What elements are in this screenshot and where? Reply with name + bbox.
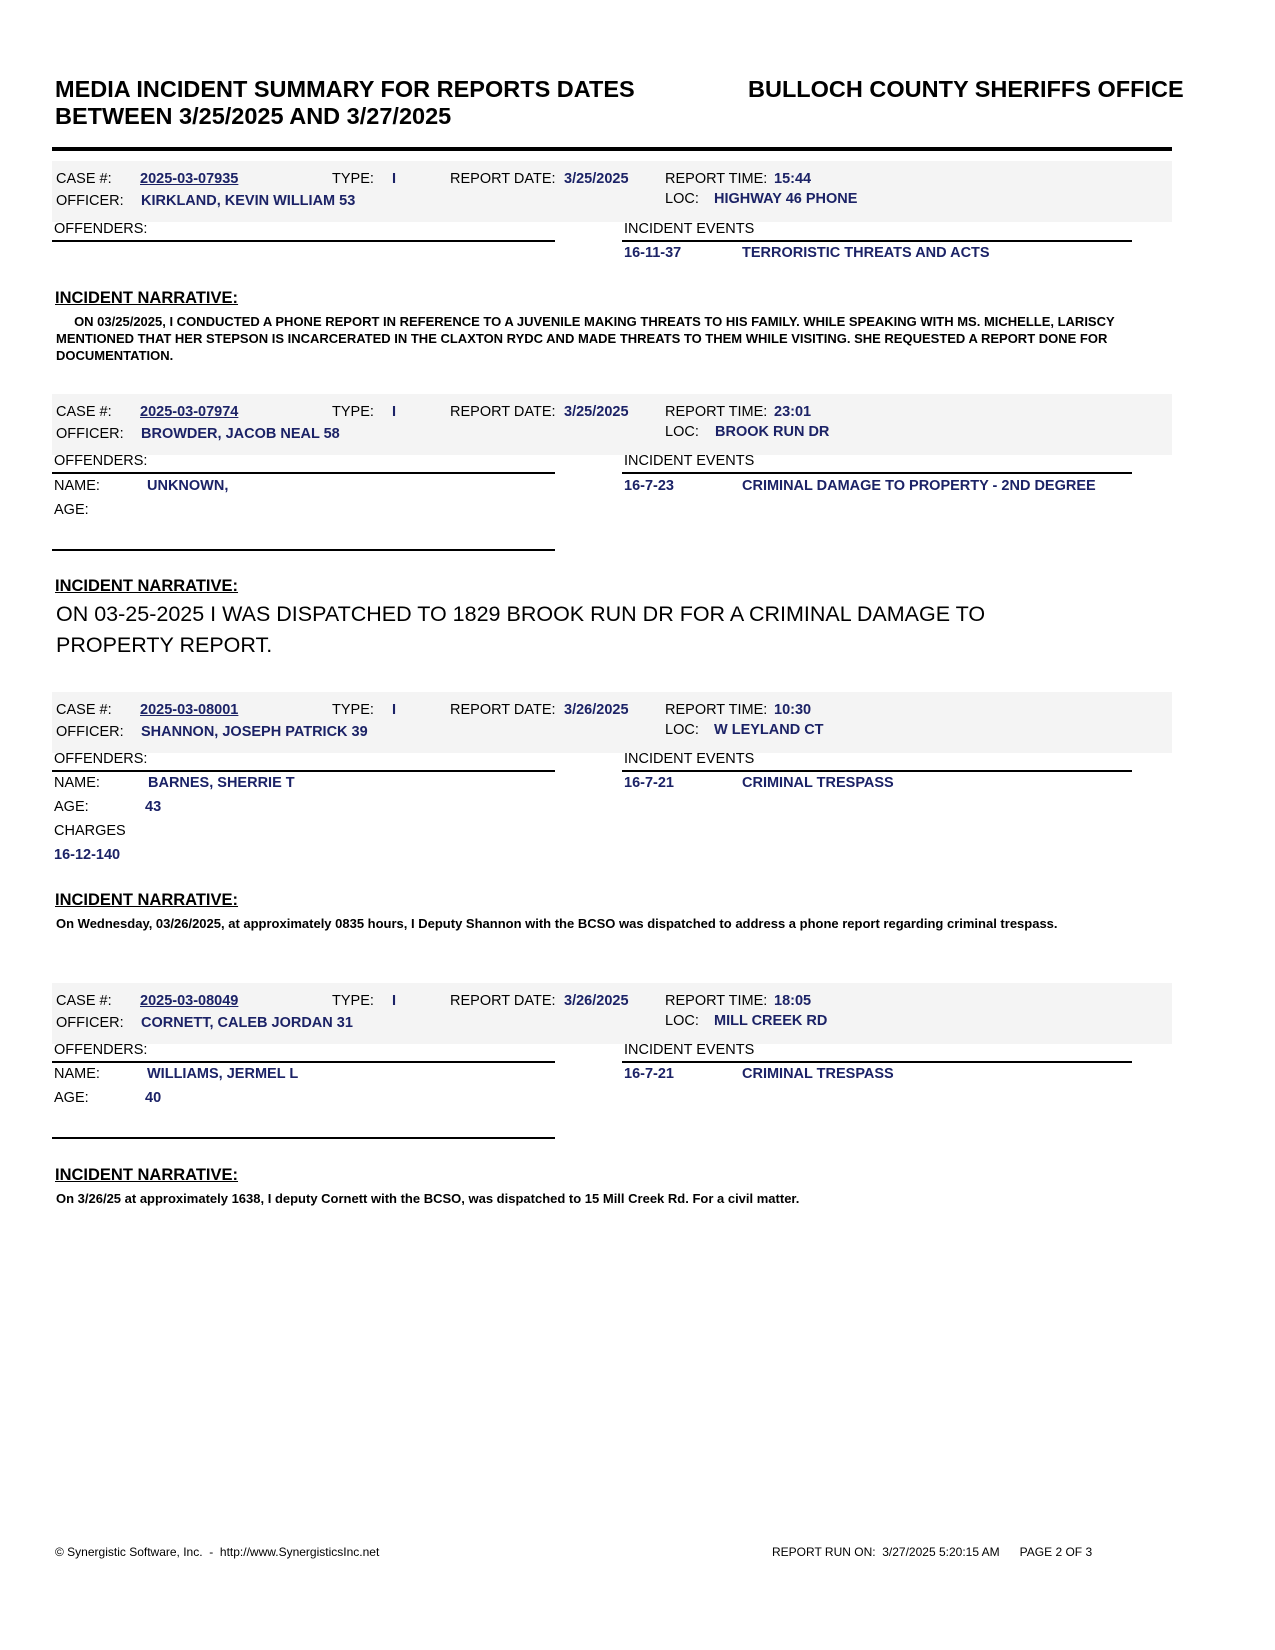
case-block	[52, 983, 1172, 1503]
narrative-heading: INCIDENT NARRATIVE:	[55, 891, 239, 909]
offenders-label: OFFENDERS:	[54, 221, 148, 237]
offender-name-label: NAME:	[54, 478, 100, 494]
offender-age-value: 43	[145, 799, 162, 815]
offender-age-label: AGE:	[54, 799, 89, 815]
header-divider	[52, 147, 1172, 151]
officer-value: SHANNON, JOSEPH PATRICK 39	[141, 724, 368, 740]
report-date-label: REPORT DATE:	[450, 171, 556, 187]
officer-label: OFFICER:	[56, 193, 124, 209]
officer-value: KIRKLAND, KEVIN WILLIAM 53	[141, 193, 356, 209]
type-value: I	[392, 993, 397, 1009]
report-time-value: 10:30	[774, 702, 812, 718]
report-date-value: 3/25/2025	[564, 171, 629, 187]
loc-value: MILL CREEK RD	[714, 1013, 828, 1029]
loc-value: BROOK RUN DR	[715, 424, 830, 440]
loc-label: LOC:	[665, 1013, 699, 1029]
offender-name-value: BARNES, SHERRIE T	[148, 775, 295, 791]
organization-name: BULLOCH COUNTY SHERIFFS OFFICE	[748, 76, 1184, 102]
offender-name-value: WILLIAMS, JERMEL L	[147, 1066, 299, 1082]
officer-value: BROWDER, JACOB NEAL 58	[141, 426, 340, 442]
offender-age-value: 40	[145, 1090, 162, 1106]
case-number-link[interactable]: 2025-03-07974	[140, 404, 239, 420]
type-value: I	[392, 702, 397, 718]
narrative-text: On Wednesday, 03/26/2025, at approximately 0835 hours, I Deputy Shannon with the BCSO was dispatched to address a phone report regarding criminal trespass.	[56, 916, 1058, 931]
report-title: MEDIA INCIDENT SUMMARY FOR REPORTS DATES BETWEEN 3/25/2025 AND 3/27/2025	[55, 76, 635, 129]
events-divider	[622, 472, 1132, 474]
report-time-label: REPORT TIME:	[665, 404, 768, 420]
loc-label: LOC:	[665, 191, 699, 207]
offenders-label: OFFENDERS:	[54, 453, 148, 469]
report-time-label: REPORT TIME:	[665, 702, 768, 718]
narrative-heading: INCIDENT NARRATIVE:	[55, 289, 239, 307]
offenders-end-divider	[52, 1137, 555, 1139]
type-value: I	[392, 171, 397, 187]
event-code: 16-7-23	[624, 478, 674, 494]
case-label: CASE #:	[56, 702, 112, 718]
incident-events-label: INCIDENT EVENTS	[624, 453, 755, 469]
narrative-text: On 3/26/25 at approximately 1638, I deputy Cornett with the BCSO, was dispatched to 15 Mill Creek Rd. For a civil matter.	[56, 1191, 800, 1206]
report-time-value: 23:01	[774, 404, 812, 420]
offenders-label: OFFENDERS:	[54, 1042, 148, 1058]
event-description: TERRORISTIC THREATS AND ACTS	[742, 245, 990, 261]
event-code: 16-7-21	[624, 1066, 674, 1082]
case-label: CASE #:	[56, 404, 112, 420]
loc-value: HIGHWAY 46 PHONE	[714, 191, 858, 207]
case-number-link[interactable]: 2025-03-08049	[140, 993, 239, 1009]
event-code: 16-7-21	[624, 775, 674, 791]
offenders-divider	[52, 240, 555, 242]
officer-label: OFFICER:	[56, 426, 124, 442]
events-divider	[622, 1061, 1132, 1063]
incident-events-label: INCIDENT EVENTS	[624, 751, 755, 767]
report-date-value: 3/26/2025	[564, 702, 629, 718]
report-time-value: 15:44	[774, 171, 812, 187]
type-label: TYPE:	[332, 404, 374, 420]
offenders-label: OFFENDERS:	[54, 751, 148, 767]
charges-label: CHARGES	[54, 823, 126, 839]
loc-value: W LEYLAND CT	[714, 722, 824, 738]
incident-events-label: INCIDENT EVENTS	[624, 221, 755, 237]
event-description: CRIMINAL TRESPASS	[742, 1066, 894, 1082]
narrative-text: ON 03/25/2025, I CONDUCTED A PHONE REPORT IN REFERENCE TO A JUVENILE MAKING THREATS TO HIS FAMILY. WHILE SPEAKING WITH MS. MICHELLE, LARISCY MENTIONED THAT HER STEPSON IS INCARCERATED IN THE CLAXTON RYDC AND MADE THREATS TO THEM WHILE VISITING. SHE REQUESTED A REPORT DONE FOR DOCUMENTATION.	[56, 314, 1119, 363]
offender-age-label: AGE:	[54, 502, 89, 518]
case-number-link[interactable]: 2025-03-07935	[140, 171, 239, 187]
case-label: CASE #:	[56, 993, 112, 1009]
offenders-divider	[52, 770, 555, 772]
report-date-label: REPORT DATE:	[450, 993, 556, 1009]
offender-name-label: NAME:	[54, 775, 100, 791]
charges-value: 16-12-140	[54, 847, 121, 863]
officer-value: CORNETT, CALEB JORDAN 31	[141, 1015, 353, 1031]
offender-name-label: NAME:	[54, 1066, 100, 1082]
footer-report-run: REPORT RUN ON: 3/27/2025 5:20:15 AM PAGE 2 OF 3	[772, 1545, 1093, 1559]
type-label: TYPE:	[332, 171, 374, 187]
offender-age-label: AGE:	[54, 1090, 89, 1106]
offenders-divider	[52, 1061, 555, 1063]
footer-copyright: © Synergistic Software, Inc. - http://www.SynergisticsInc.net	[55, 1545, 380, 1559]
narrative-heading: INCIDENT NARRATIVE:	[55, 577, 239, 595]
loc-label: LOC:	[665, 424, 699, 440]
report-time-label: REPORT TIME:	[665, 993, 768, 1009]
report-date-label: REPORT DATE:	[450, 404, 556, 420]
narrative-text: ON 03-25-2025 I WAS DISPATCHED TO 1829 BROOK RUN DR FOR A CRIMINAL DAMAGE TO PROPERTY REPORT.	[56, 602, 986, 657]
case-label: CASE #:	[56, 171, 112, 187]
report-time-value: 18:05	[774, 993, 812, 1009]
incident-events-label: INCIDENT EVENTS	[624, 1042, 755, 1058]
case-number-link[interactable]: 2025-03-08001	[140, 702, 239, 718]
loc-label: LOC:	[665, 722, 699, 738]
events-divider	[622, 240, 1132, 242]
report-time-label: REPORT TIME:	[665, 171, 768, 187]
event-description: CRIMINAL DAMAGE TO PROPERTY - 2ND DEGREE	[742, 478, 1096, 494]
narrative-heading: INCIDENT NARRATIVE:	[55, 1166, 239, 1184]
offender-name-value: UNKNOWN,	[147, 478, 229, 494]
type-value: I	[392, 404, 397, 420]
offenders-divider	[52, 472, 555, 474]
report-date-value: 3/26/2025	[564, 993, 629, 1009]
officer-label: OFFICER:	[56, 724, 124, 740]
type-label: TYPE:	[332, 993, 374, 1009]
type-label: TYPE:	[332, 702, 374, 718]
report-date-value: 3/25/2025	[564, 404, 629, 420]
report-date-label: REPORT DATE:	[450, 702, 556, 718]
event-code: 16-11-37	[624, 245, 682, 261]
event-description: CRIMINAL TRESPASS	[742, 775, 894, 791]
offenders-end-divider	[52, 549, 555, 551]
events-divider	[622, 770, 1132, 772]
officer-label: OFFICER:	[56, 1015, 124, 1031]
